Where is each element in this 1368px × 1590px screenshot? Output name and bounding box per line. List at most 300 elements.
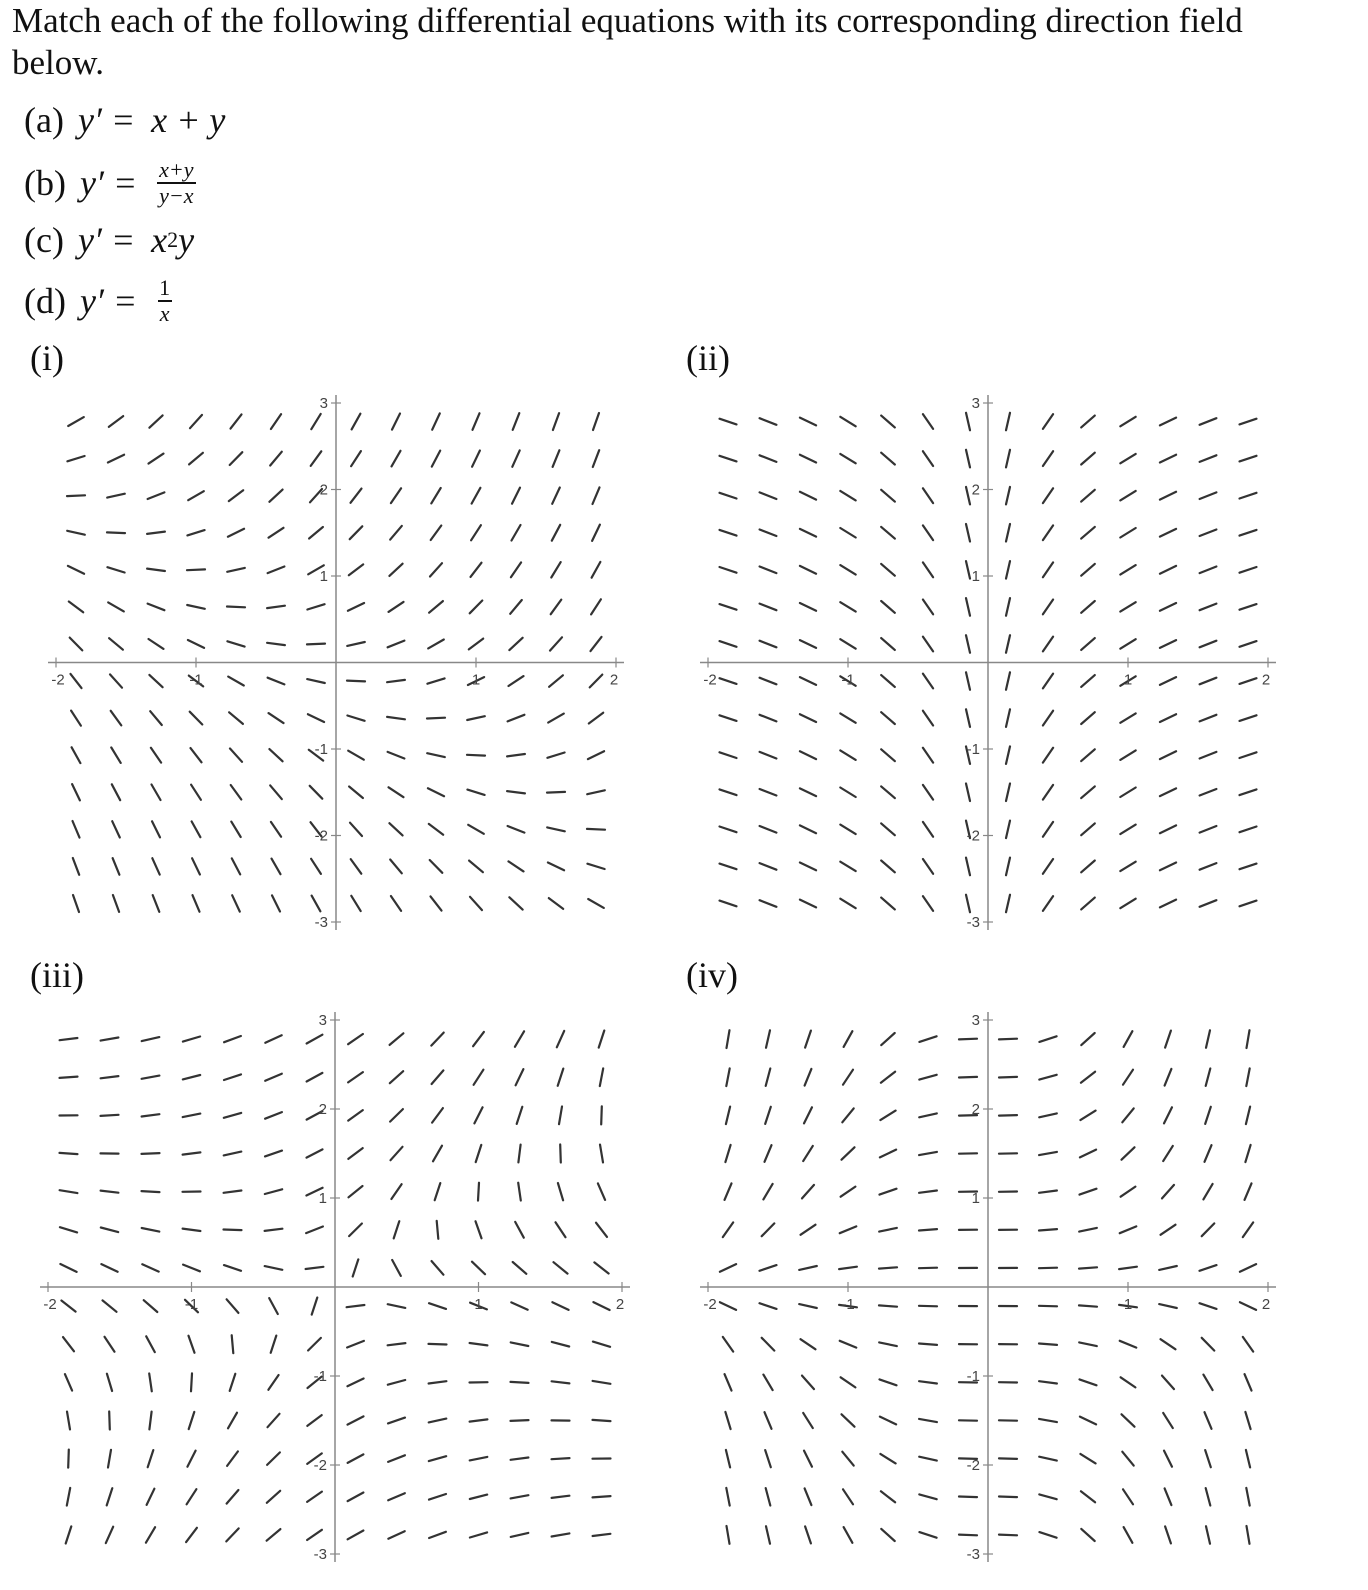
- slope-segment: [800, 900, 816, 908]
- slope-segment: [880, 1111, 895, 1121]
- slope-segment: [1080, 1454, 1095, 1464]
- slope-segment: [67, 495, 85, 496]
- slope-segment: [148, 604, 165, 611]
- slope-segment: [553, 450, 560, 467]
- slope-segment: [549, 675, 563, 687]
- slope-segment: [142, 1264, 158, 1271]
- slope-segment: [512, 450, 519, 466]
- slope-segment: [1006, 709, 1010, 727]
- slope-segment: [1043, 451, 1053, 466]
- slope-segment: [272, 895, 280, 911]
- slope-segment: [349, 564, 363, 575]
- slope-segment: [1123, 1489, 1133, 1504]
- slope-segment: [1080, 1379, 1097, 1385]
- slope-segment: [1006, 598, 1010, 616]
- slope-segment: [1039, 1306, 1057, 1307]
- slope-segment: [1006, 858, 1010, 876]
- slope-segment: [552, 1302, 568, 1310]
- slope-segment: [1200, 1265, 1217, 1271]
- slope-segment: [1160, 529, 1176, 537]
- equation-label: (b): [24, 163, 66, 203]
- slope-segment: [1200, 863, 1217, 870]
- slope-segment: [394, 1221, 400, 1238]
- slope-segment: [312, 1298, 318, 1315]
- slope-segment: [588, 751, 604, 759]
- slope-segment: [1120, 862, 1135, 871]
- slope-segment: [727, 1526, 730, 1544]
- slope-segment: [513, 1262, 527, 1274]
- slope-segment: [308, 714, 324, 722]
- slope-segment: [600, 1145, 603, 1163]
- y-tick-label: 1: [319, 568, 328, 585]
- slope-segment: [60, 1038, 78, 1040]
- slope-segment: [840, 862, 855, 871]
- slope-segment: [840, 1226, 857, 1233]
- slope-segment: [1245, 1145, 1250, 1162]
- slope-segment: [353, 1259, 359, 1276]
- slope-segment: [1081, 749, 1095, 761]
- equation-label: (d): [24, 281, 66, 321]
- slope-segment: [1160, 751, 1176, 759]
- slope-segment: [60, 1077, 78, 1078]
- slope-segment: [510, 600, 522, 614]
- slope-segment: [596, 1223, 607, 1237]
- x-tick-label: 2: [1261, 671, 1271, 689]
- x-tick-label: 1: [1123, 1296, 1133, 1313]
- slope-segment: [73, 895, 79, 912]
- slope-segment: [1122, 1414, 1135, 1426]
- direction-field-iv: [700, 1012, 1276, 1562]
- fraction-numerator: 1: [159, 275, 171, 300]
- slope-segment: [69, 602, 83, 613]
- slope-segment: [512, 488, 520, 504]
- slope-segment: [108, 455, 124, 463]
- x-tick-label: 1: [474, 1296, 483, 1313]
- slope-segment: [1039, 1113, 1057, 1117]
- slope-segment: [1200, 641, 1217, 648]
- slope-segment: [804, 1451, 812, 1467]
- slope-segment: [1161, 1339, 1176, 1349]
- slope-segment: [265, 1074, 282, 1081]
- slope-segment: [765, 1412, 772, 1429]
- slope-segment: [432, 1108, 443, 1123]
- slope-segment: [720, 715, 737, 721]
- slope-segment: [265, 1266, 283, 1270]
- slope-segment: [1122, 1147, 1135, 1159]
- slope-segment: [470, 1419, 488, 1421]
- slope-segment: [190, 712, 203, 725]
- slope-segment: [428, 640, 444, 649]
- slope-segment: [70, 638, 83, 651]
- slope-segment: [518, 1183, 521, 1201]
- y-tick-label: 2: [971, 1101, 980, 1118]
- slope-segment: [348, 603, 364, 611]
- equation-label: (c): [24, 220, 64, 260]
- slope-segment: [388, 752, 405, 759]
- slope-segment: [999, 1039, 1017, 1040]
- slope-segment: [760, 492, 777, 499]
- slope-segment: [760, 789, 777, 796]
- slope-segment: [189, 1412, 195, 1429]
- slope-segment: [508, 715, 525, 722]
- slope-segment: [881, 490, 895, 502]
- slope-segment: [511, 562, 521, 577]
- slope-segment: [725, 1374, 732, 1391]
- panel-label-iii: (iii): [30, 955, 84, 995]
- slope-segment: [923, 822, 933, 837]
- slope-segment: [507, 754, 525, 756]
- slope-segment: [840, 1341, 857, 1348]
- slope-segment: [727, 1030, 730, 1048]
- slope-segment: [805, 1069, 812, 1086]
- y-tick-label: 1: [318, 1190, 327, 1207]
- slope-segment: [472, 488, 481, 504]
- slope-segment: [1205, 1450, 1211, 1467]
- slope-segment: [392, 414, 400, 430]
- slope-segment: [66, 1526, 72, 1543]
- slope-segment: [591, 599, 601, 614]
- slope-segment: [387, 680, 405, 682]
- slope-segment: [800, 677, 816, 685]
- slope-segment: [348, 1072, 363, 1082]
- slope-segment: [227, 641, 244, 646]
- slope-segment: [511, 1382, 529, 1383]
- slope-segment: [511, 1495, 529, 1498]
- slope-segment: [391, 896, 401, 911]
- slope-segment: [1081, 1033, 1094, 1045]
- slope-segment: [593, 413, 599, 430]
- slope-segment: [1205, 1107, 1211, 1124]
- slope-segment: [840, 825, 855, 835]
- slope-segment: [593, 450, 599, 467]
- slope-segment: [113, 895, 119, 912]
- slope-segment: [923, 859, 933, 874]
- slope-segment: [1205, 1412, 1212, 1429]
- slope-segment: [801, 1225, 816, 1235]
- slope-segment: [1120, 750, 1135, 760]
- slope-segment: [101, 1076, 119, 1078]
- slope-segment: [107, 567, 124, 572]
- slope-segment: [966, 450, 970, 468]
- slope-segment: [390, 526, 402, 540]
- slope-segment: [959, 1535, 977, 1536]
- slope-segment: [432, 451, 440, 467]
- slope-segment: [265, 1189, 282, 1194]
- slope-segment: [720, 530, 737, 536]
- slope-segment: [1120, 899, 1135, 909]
- slope-segment: [307, 1492, 322, 1502]
- slope-segment: [112, 784, 120, 800]
- slope-segment: [966, 598, 970, 616]
- slope-segment: [1079, 1342, 1097, 1346]
- slope-segment: [760, 418, 777, 425]
- slope-segment: [560, 1145, 561, 1163]
- slope-segment: [760, 455, 777, 462]
- fraction: [157, 158, 195, 208]
- slope-segment: [840, 528, 855, 538]
- slope-segment: [473, 1032, 484, 1046]
- slope-segment: [183, 1075, 200, 1079]
- slope-segment: [72, 747, 81, 763]
- slope-segment: [923, 488, 933, 503]
- slope-segment: [999, 1115, 1017, 1116]
- slope-segment: [1160, 566, 1176, 574]
- slope-segment: [507, 791, 525, 793]
- slope-segment: [1246, 1068, 1249, 1086]
- slope-segment: [799, 1266, 817, 1270]
- y-tick-label: -2: [966, 827, 980, 845]
- slope-segment: [71, 711, 81, 726]
- y-tick-label: 1: [971, 568, 980, 585]
- y-tick-label: -2: [313, 1457, 327, 1474]
- x-tick-label: -1: [841, 1296, 855, 1313]
- slope-segment: [1120, 788, 1135, 798]
- slope-segment: [1043, 711, 1053, 726]
- equation-lhs: y′ =: [79, 281, 138, 321]
- slope-segment: [1080, 1189, 1097, 1195]
- slope-segment: [1120, 639, 1135, 649]
- slope-segment: [919, 1344, 937, 1345]
- slope-segment: [229, 490, 243, 501]
- x-tick-label: -1: [189, 671, 203, 689]
- slope-segment: [840, 454, 855, 463]
- slope-segment: [1160, 900, 1176, 908]
- slope-segment: [348, 1454, 364, 1463]
- slope-segment: [760, 678, 777, 685]
- slope-segment: [270, 785, 282, 799]
- slope-segment: [880, 1379, 897, 1385]
- slope-segment: [1043, 859, 1053, 874]
- slope-segment: [153, 895, 160, 912]
- slope-segment: [516, 1069, 524, 1085]
- slope-segment: [1200, 418, 1217, 425]
- slope-segment: [800, 825, 816, 833]
- equation-rhs-tail: y: [178, 220, 195, 260]
- slope-segment: [919, 1532, 936, 1538]
- slope-segment: [230, 749, 242, 762]
- slope-segment: [472, 451, 480, 467]
- slope-segment: [720, 567, 737, 573]
- slope-segment: [470, 1343, 488, 1345]
- fraction-denominator: y−x: [159, 183, 194, 208]
- slope-segment: [842, 1452, 853, 1466]
- slope-segment: [593, 1420, 611, 1421]
- slope-segment: [427, 753, 445, 757]
- slope-segment: [1165, 1069, 1172, 1086]
- slope-segment: [923, 896, 933, 911]
- slope-segment: [1122, 1452, 1133, 1466]
- slope-segment: [468, 825, 484, 834]
- slope-segment: [267, 1529, 281, 1541]
- slope-segment: [431, 526, 442, 541]
- slope-segment: [1043, 600, 1053, 615]
- slope-segment: [191, 785, 201, 800]
- slope-segment: [1206, 1488, 1211, 1505]
- slope-segment: [189, 453, 203, 465]
- slope-segment: [1165, 1526, 1171, 1543]
- slope-segment: [142, 1076, 160, 1079]
- slope-segment: [1039, 1229, 1057, 1230]
- slope-segment: [111, 711, 122, 726]
- slope-segment: [511, 1342, 529, 1346]
- slope-segment: [587, 790, 605, 794]
- slope-segment: [1043, 414, 1053, 429]
- slope-segment: [1081, 712, 1095, 724]
- slope-segment: [228, 677, 244, 686]
- slope-segment: [1240, 789, 1257, 795]
- slope-segment: [1243, 1222, 1253, 1237]
- slope-segment: [881, 861, 895, 873]
- slope-segment: [390, 1109, 403, 1122]
- slope-segment: [760, 900, 777, 907]
- slope-segment: [966, 858, 970, 876]
- slope-segment: [1039, 1457, 1057, 1461]
- slope-segment: [802, 1376, 814, 1390]
- y-tick-label: -1: [313, 1368, 327, 1385]
- slope-segment: [800, 566, 816, 574]
- slope-segment: [347, 681, 365, 682]
- slope-segment: [1160, 825, 1176, 833]
- slope-segment: [73, 858, 79, 875]
- slope-segment: [1160, 455, 1176, 463]
- slope-segment: [348, 1416, 364, 1424]
- y-tick-label: 3: [971, 395, 980, 412]
- y-tick-label: 2: [318, 1101, 327, 1118]
- x-tick-label: -2: [43, 1296, 57, 1313]
- slope-segment: [72, 784, 80, 800]
- slope-segment: [193, 895, 200, 912]
- slope-segment: [511, 1420, 529, 1421]
- slope-segment: [726, 1488, 729, 1506]
- slope-segment: [474, 1107, 482, 1123]
- slope-segment: [388, 1531, 404, 1539]
- slope-segment: [720, 419, 737, 425]
- slope-segment: [473, 413, 480, 430]
- slope-segment: [269, 713, 284, 723]
- slope-segment: [429, 1532, 446, 1538]
- slope-segment: [389, 564, 402, 576]
- slope-segment: [432, 1261, 444, 1275]
- slope-segment: [800, 492, 816, 500]
- slope-segment: [110, 674, 122, 687]
- slope-segment: [1240, 1302, 1256, 1310]
- slope-segment: [720, 789, 737, 795]
- slope-segment: [1039, 1191, 1057, 1193]
- slope-segment: [149, 1374, 152, 1392]
- slope-segment: [471, 525, 481, 540]
- slope-segment: [348, 1531, 364, 1540]
- slope-segment: [1160, 640, 1176, 648]
- slope-segment: [723, 1337, 733, 1352]
- slope-segment: [879, 1228, 897, 1232]
- slope-segment: [763, 1184, 772, 1200]
- slope-segment: [351, 896, 360, 911]
- slope-segment: [1006, 561, 1010, 579]
- slope-segment: [271, 822, 281, 837]
- slope-segment: [306, 1267, 324, 1269]
- slope-segment: [148, 1450, 154, 1467]
- slope-segment: [267, 1452, 280, 1465]
- slope-segment: [966, 524, 970, 542]
- slope-segment: [1043, 785, 1053, 800]
- slope-segment: [840, 899, 855, 909]
- slope-segment: [919, 1494, 936, 1499]
- slope-segment: [71, 674, 82, 688]
- slope-segment: [265, 1151, 282, 1157]
- slope-segment: [227, 1451, 238, 1466]
- slope-segment: [267, 606, 285, 608]
- slope-segment: [959, 1039, 977, 1040]
- slope-segment: [766, 1526, 770, 1544]
- slope-segment: [230, 1374, 236, 1391]
- slope-segment: [959, 1497, 977, 1498]
- slope-segment: [60, 1227, 77, 1232]
- slope-segment: [508, 826, 525, 833]
- slope-segment: [312, 896, 321, 912]
- slope-segment: [919, 1381, 937, 1383]
- slope-segment: [152, 858, 159, 874]
- slope-segment: [103, 1300, 117, 1311]
- slope-segment: [1081, 1072, 1095, 1083]
- slope-segment: [109, 416, 123, 427]
- slope-segment: [429, 1494, 446, 1500]
- slope-segment: [723, 1222, 733, 1237]
- fraction: [157, 276, 172, 326]
- x-tick-label: -1: [184, 1296, 199, 1313]
- y-tick-label: 1: [971, 1190, 980, 1207]
- slope-segment: [881, 1072, 895, 1083]
- slope-segment: [347, 716, 364, 721]
- equation-c: [24, 220, 194, 260]
- slope-segment: [1122, 1108, 1133, 1122]
- slope-segment: [1081, 898, 1095, 910]
- slope-segment: [68, 1450, 69, 1468]
- slope-segment: [552, 1533, 570, 1536]
- slope-segment: [548, 714, 564, 723]
- slope-segment: [800, 455, 816, 463]
- slope-segment: [390, 1033, 404, 1045]
- slope-segment: [881, 786, 895, 798]
- slope-segment: [552, 1458, 570, 1459]
- slope-segment: [347, 1379, 363, 1387]
- slope-segment: [881, 453, 895, 465]
- slope-segment: [267, 1491, 280, 1503]
- slope-segment: [113, 858, 120, 875]
- slope-segment: [187, 569, 205, 570]
- slope-segment: [388, 1343, 406, 1345]
- slope-segment: [1246, 1450, 1250, 1468]
- slope-segment: [144, 1300, 158, 1312]
- slope-segment: [726, 1107, 730, 1125]
- slope-segment: [150, 711, 162, 725]
- slope-segment: [760, 826, 777, 833]
- slope-segment: [142, 1114, 160, 1116]
- slope-segment: [1160, 863, 1176, 871]
- slope-segment: [1246, 1107, 1250, 1125]
- slope-segment: [349, 1186, 363, 1197]
- x-tick-label: -2: [703, 1296, 717, 1313]
- slope-segment: [1006, 784, 1010, 802]
- slope-segment: [880, 1417, 896, 1425]
- slope-segment: [881, 823, 895, 835]
- slope-segment: [467, 755, 485, 756]
- slope-segment: [720, 641, 737, 647]
- slope-segment: [843, 1489, 853, 1504]
- slope-segment: [999, 1077, 1017, 1078]
- slope-segment: [558, 1069, 564, 1086]
- slope-segment: [1240, 419, 1257, 425]
- equation-lhs: y′ =: [77, 220, 136, 260]
